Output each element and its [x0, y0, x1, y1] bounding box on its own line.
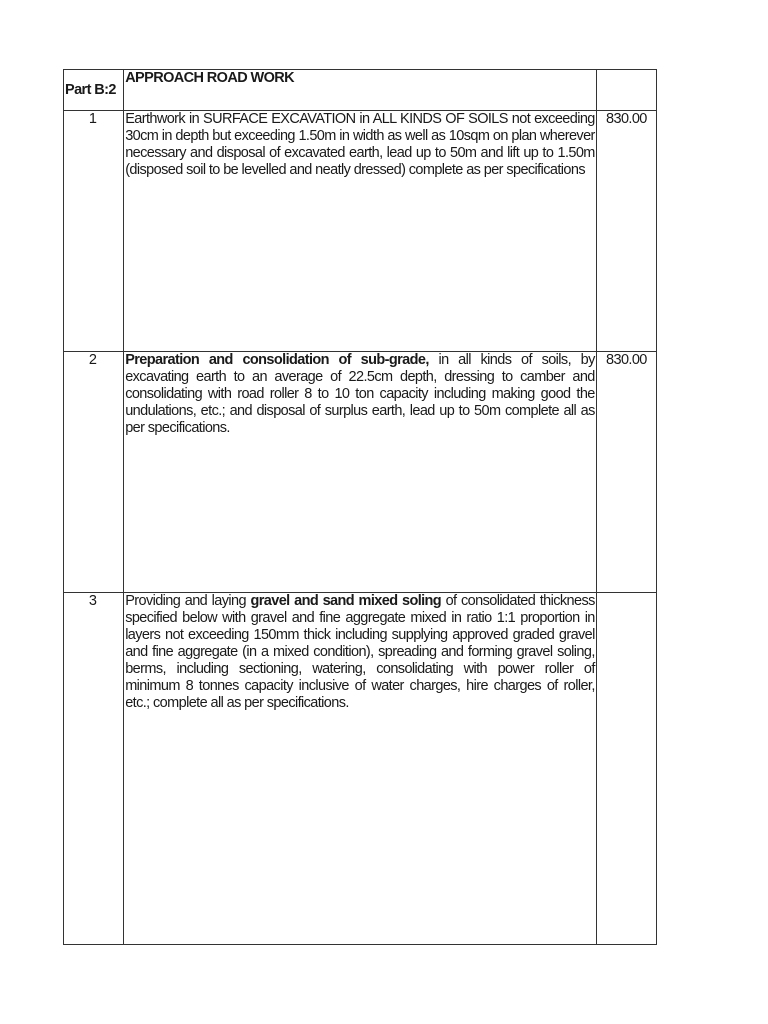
- section-title: APPROACH ROAD WORK: [124, 70, 597, 111]
- item-quantity: 830.00: [596, 352, 656, 593]
- item-quantity: [596, 593, 656, 945]
- item-description: [124, 352, 597, 593]
- item-description-bold: Preparation and consolidation of sub-grade,: [125, 352, 429, 368]
- table-row: [64, 111, 657, 352]
- item-description: [124, 593, 597, 945]
- table-row: [64, 352, 657, 593]
- part-label: Part B:2: [64, 70, 124, 111]
- item-description-text: Earthwork in SURFACE EXCAVATION in ALL KINDS OF SOILS not exceeding 30cm in depth but exceeding 1.50m in width as well as 10sqm on plan wherever necessary and disposal of excavated earth, lead up to 50m and lift up to 1.50m (disposed soil to be levelled and neatly dressed) complete as per specifications: [125, 111, 595, 178]
- table-row: [64, 593, 657, 945]
- item-number: 2: [64, 352, 124, 593]
- item-description-text: of consolidated thickness specified below with gravel and fine aggregate mixed in ratio 1:1 proportion in layers not exceeding 150mm thick including supplying approved graded gravel and fine aggregate (in a mixed condition), spreading and forming gravel soling, berms, including sectioning, watering, consolidating with power roller of minimum 8 tonnes capacity inclusive of water charges, hire charges of roller, etc.; complete all as per specifications.: [125, 593, 595, 711]
- table-header-row: [64, 70, 657, 111]
- item-quantity: 830.00: [596, 111, 656, 352]
- item-number: 1: [64, 111, 124, 352]
- item-description-lead: Providing and laying: [125, 593, 251, 609]
- item-description-text: in all kinds of soils, by excavating earth to an average of 22.5cm depth, dressing to camber and consolidating with road roller 8 to 10 ton capacity including making good the undulations, etc.; and disposal of surplus earth, lead up to 50m complete all as per specifications.: [125, 352, 595, 436]
- item-description: [124, 111, 597, 352]
- item-number: 3: [64, 593, 124, 945]
- item-description-bold: gravel and sand mixed soling: [250, 593, 442, 609]
- bill-of-quantities-table: [63, 69, 657, 945]
- header-qty-cell: [596, 70, 656, 111]
